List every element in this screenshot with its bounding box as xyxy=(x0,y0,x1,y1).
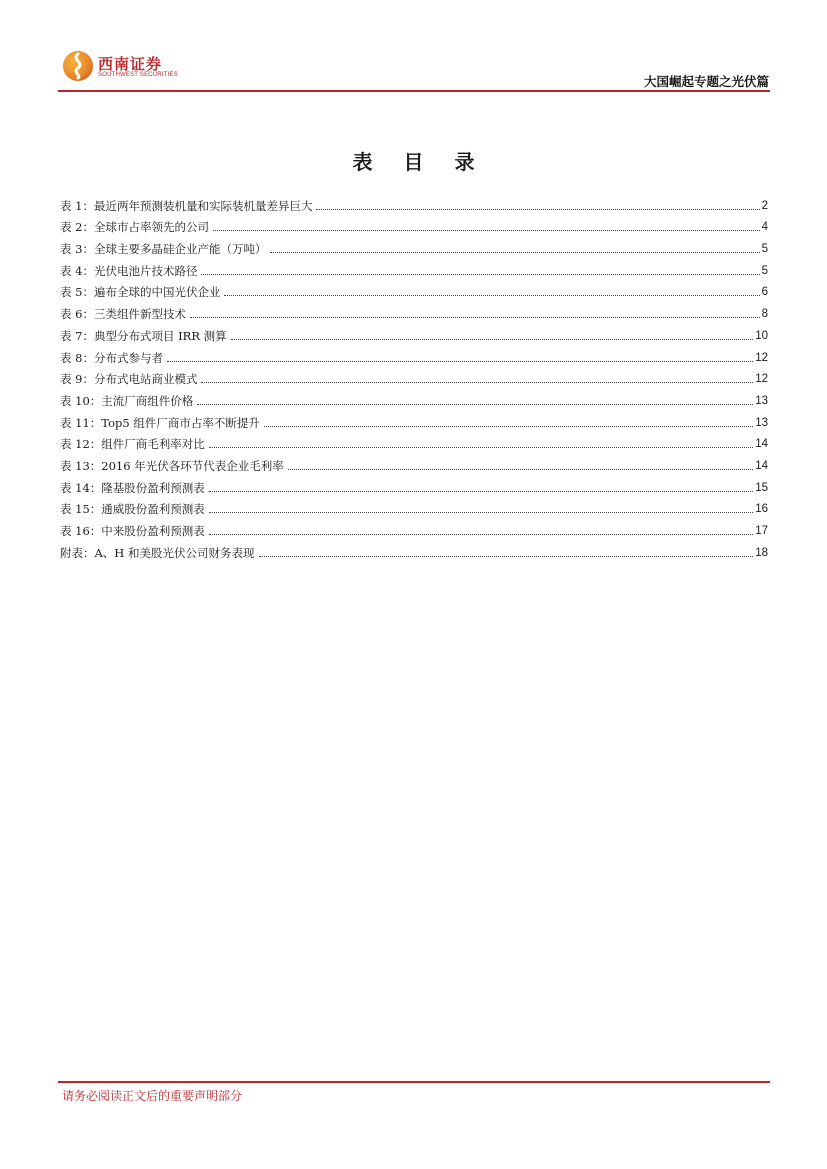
toc-entry[interactable] xyxy=(60,214,768,236)
toc-entry-label: 附表：A、H 和美股光伏公司财务表现 xyxy=(60,545,255,560)
toc-dot-leader xyxy=(209,491,753,492)
toc-entry-page: 8 xyxy=(761,308,768,321)
toc-entry[interactable] xyxy=(60,366,768,388)
toc-entry-label: 表 8：分布式参与者 xyxy=(60,350,163,365)
toc-dot-leader xyxy=(288,469,753,470)
logo-emblem-icon xyxy=(63,51,93,81)
logo-chinese-name: 西南证券 xyxy=(98,55,163,73)
toc-entry[interactable] xyxy=(60,300,768,322)
toc-entry-page: 14 xyxy=(755,459,768,472)
toc-entry-page: 12 xyxy=(755,351,768,364)
toc-entry[interactable] xyxy=(60,474,768,496)
toc-entry-label: 表 1：最近两年预测装机量和实际装机量差异巨大 xyxy=(60,198,313,213)
toc-entry[interactable] xyxy=(60,322,768,344)
company-logo xyxy=(63,51,178,83)
toc-dot-leader xyxy=(231,339,754,340)
toc-dot-leader xyxy=(316,209,759,210)
toc-entry-label: 表 16：中来股份盈利预测表 xyxy=(60,524,205,538)
toc-entry[interactable] xyxy=(60,257,768,279)
toc-entry-page: 4 xyxy=(761,221,768,234)
page-header xyxy=(0,0,827,96)
toc-title: 表 目 录 xyxy=(352,150,487,174)
footer-disclaimer: 请务必阅读正文后的重要声明部分 xyxy=(62,1089,243,1103)
toc-entry-page: 13 xyxy=(755,394,768,407)
toc-entry-page: 18 xyxy=(755,546,768,559)
toc-entry[interactable] xyxy=(60,409,768,431)
toc-entry-page: 2 xyxy=(761,199,768,212)
toc-entry-page: 17 xyxy=(755,525,768,537)
report-title: 大国崛起专题之光伏篇 xyxy=(643,74,769,89)
toc-dot-leader xyxy=(270,252,759,253)
toc-entry-label: 表 6：三类组件新型技术 xyxy=(60,307,186,322)
toc-entry[interactable] xyxy=(60,344,768,366)
toc-entry-label: 表 7：典型分布式项目 IRR 测算 xyxy=(60,328,227,343)
toc-dot-leader xyxy=(197,404,753,405)
toc-dot-leader xyxy=(264,426,753,427)
toc-entry-label: 表 10：主流厂商组件价格 xyxy=(60,393,194,408)
toc-entry-label: 表 11：Top5 组件厂商市占率不断提升 xyxy=(60,415,260,430)
toc-entry-page: 5 xyxy=(761,243,768,256)
toc-entry-page: 12 xyxy=(755,373,768,386)
toc-dot-leader xyxy=(201,382,753,383)
table-of-contents xyxy=(60,192,768,561)
toc-entry-label: 表 14：隆基股份盈利预测表 xyxy=(60,480,205,495)
toc-entry-label: 表 15：通威股份盈利预测表 xyxy=(60,502,205,517)
toc-dot-leader xyxy=(190,317,760,318)
header-divider xyxy=(58,90,770,92)
toc-entry[interactable] xyxy=(60,496,768,518)
toc-entry-page: 15 xyxy=(755,481,768,494)
toc-entry[interactable] xyxy=(60,235,768,257)
toc-entry[interactable] xyxy=(60,517,768,539)
toc-entry-label: 表 9：分布式电站商业模式 xyxy=(60,372,198,387)
toc-entry-page: 16 xyxy=(755,503,768,516)
toc-entry-label: 表 4：光伏电池片技术路径 xyxy=(60,263,198,278)
toc-entry[interactable] xyxy=(60,279,768,301)
toc-dot-leader xyxy=(209,534,753,535)
toc-entry[interactable] xyxy=(60,192,768,214)
toc-entry-page: 14 xyxy=(755,438,768,451)
toc-dot-leader xyxy=(259,556,754,557)
toc-dot-leader xyxy=(224,295,759,296)
toc-dot-leader xyxy=(213,230,760,231)
toc-entry-page: 13 xyxy=(755,416,768,429)
toc-entry[interactable] xyxy=(60,452,768,474)
toc-dot-leader xyxy=(201,274,759,275)
toc-entry-label: 表 12：组件厂商毛利率对比 xyxy=(60,437,205,452)
toc-dot-leader xyxy=(167,361,753,362)
toc-entry[interactable] xyxy=(60,539,768,561)
toc-entry-page: 5 xyxy=(761,264,768,277)
toc-entry[interactable] xyxy=(60,387,768,409)
toc-entry-page: 6 xyxy=(761,286,768,299)
toc-entry-label: 表 2：全球市占率领先的公司 xyxy=(60,220,209,235)
toc-dot-leader xyxy=(209,447,753,448)
toc-entry-page: 10 xyxy=(755,329,768,342)
toc-entry-label: 表 5：遍布全球的中国光伏企业 xyxy=(60,285,221,300)
toc-entry-label: 表 13：2016 年光伏各环节代表企业毛利率 xyxy=(60,458,284,473)
footer-divider xyxy=(58,1081,770,1083)
toc-entry-label: 表 3：全球主要多晶硅企业产能（万吨） xyxy=(60,242,267,257)
toc-entry[interactable] xyxy=(60,431,768,453)
logo-english-name: SOUTHWEST SECURITIES xyxy=(98,72,178,78)
toc-dot-leader xyxy=(209,512,753,513)
